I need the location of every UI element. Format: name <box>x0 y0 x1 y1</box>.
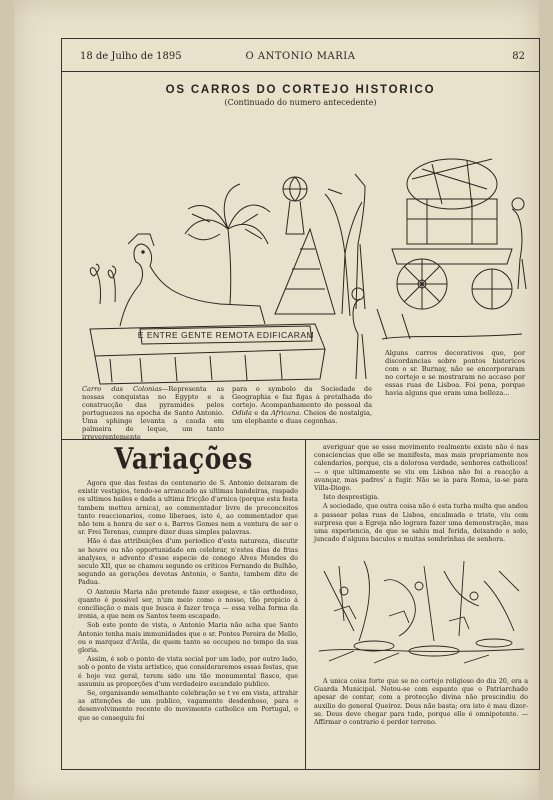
paragraph: A unica coisa forte que se no cortejo religioso do dia 20, era a Guarda Municipal. Notou-se com espanto que o Patriarchado apesar de contar, com a protecção divina não prescindiu do auxilio do general Queiroz. Deus não basta; ora isto é mau dizer-se. Deus deve chegar para tudo, porque elle é omnipotente. — Affirmar o contrario é perder terreno. <box>314 677 528 727</box>
decorative-cart-illustration <box>372 139 532 359</box>
issue-date: 18 de Julho de 1895 <box>80 51 182 62</box>
caption-colonies-cont <box>232 385 372 425</box>
paragraph: Isto desprestigia. <box>323 493 380 502</box>
page-number: 82 <box>512 51 525 62</box>
variacoes-right-column <box>314 443 528 544</box>
paragraph: Se, organisando semelhante celebração se t ve em vista, attrahir as attenções de um publico, vagamente desdenhoso, para o desenvolvimento recente do movimento catholico em Portugal, o que se conseguiu foi <box>78 689 298 722</box>
page-frame <box>61 38 540 770</box>
variacoes-left-column <box>78 479 298 723</box>
masthead: O ANTONIO MARIA <box>245 51 356 62</box>
variacoes-closing <box>314 677 528 727</box>
paragraph: O Antonio Maria não pretende fazer exegese, e tão orthodoxo, quanto é possivel ser, n'um meio como o nosso, tão propicio á conciliação o mais que busca é fazer troça — essa velha forma da ironia, a que nem os Santos teem escapado. <box>78 587 298 621</box>
caption-mid-d: Africana <box>271 409 300 417</box>
newspaper-page <box>14 0 539 800</box>
caption-colonies <box>82 385 224 441</box>
caption-mid-a: para o symbolo da Sociedade de Geographia e faz figas á pretalhada do cortejo. Acompanhamento do pessoal da <box>232 385 372 409</box>
paragraph: Sob este ponto de vista, o Antonio Maria não acha que Santo Antonio tenha mais immunidades que o sr. Pontes Pereira de Mello, ou o marquez d'Avila, de quem tanto se occupou no tempo da sua gloria. <box>78 621 298 655</box>
section-divider <box>62 439 539 440</box>
article-subtitle: (Continuado do numero antecedente) <box>224 98 377 107</box>
caption-mid-b: Odida <box>232 409 252 417</box>
paragraph: averiguar que se esse movimento realmente existe não é nas consciencias que elle se manifesta, mas mais propriamente nos calendarios, porque, cis a dolorosa verdade, senhores catholicos! — o que ultimamente se viu em Lisboa não foi a reacção a avançar, mas padres' a fugir. Não se ia para Roma, ia-se para Villa-Diogo. <box>314 443 528 493</box>
caption-mid-c: e da <box>251 409 272 417</box>
caption-cart: Alguns carros decorativos que, por discordancias sobre pontos historicos com o sr. Burnay, não se encorporaram no cortejo e se mostraram no accaso por essas ruas de Lisboa. Foi pena, porque havia alguns que eram uma belleza... <box>385 349 525 397</box>
paragraph: Agora que das festas do centenario de S. Antonio deixaram de existir vestigios, tendo-se arrancado as ultimas bandeiras, raspado os ultimos bailes e dada a ultima fricção d'arnica (porque esta festa tambem metteu arnica), ao commentador livre de preconceitos tanto reaccionarios, como liberaes, isto é, ao commentador que não tem a honra de ser o s. Barros Gomes nem a ventura de ser o sr. Frei Terenas, cumpre dizer duas simples palavras. <box>78 479 298 537</box>
article-title: OS CARROS DO CORTEJO HISTORICO <box>165 84 436 96</box>
float-banner-text: E ENTRE GENTE REMOTA EDIFICARAM <box>137 330 315 340</box>
caption-mid-e: . Cheios de nostalgia, um elephante e duas cegonhas. <box>232 409 373 425</box>
column-divider <box>305 440 306 769</box>
paragraph: Assim, é sob o ponto de vista social por um lado, por outro lado, sob o ponto de vista artistico, que consideraremos essas festas, que é hoje vez geral, terem sido um tão monumental fiasco, que assumiu as proporções d'um verdadeiro escandalo publico. <box>78 655 299 688</box>
paragraph: Hão é das attribuições d'um periodico d'esta natureza, discutir se houve ou não opportunidade em celebrar, n'estes dias de frias analyses, o advento d'esse especie de conego Alves Mendes do seculo XII, que se chamou segundo os criticos Fernando de Bulhão, segundo as gerações devotas Antonio, o Santo, tambem dito de Padua. <box>78 537 298 587</box>
caption-colonies-title: Carro das Colonias <box>82 385 162 393</box>
procession-illustration <box>314 551 528 669</box>
colonies-float-illustration <box>80 134 373 425</box>
caption-colonies-text: —Representa as nossas conquistas no Egypto e a construcção das pyramides pelos portuguezes na epocha de Santo Antonio. Uma sphinge levanta a cauda em palmeira de leque, um tanto irreverentemente <box>82 385 224 441</box>
variacoes-heading: Variações <box>114 441 253 476</box>
paragraph: A sociedade, que outra coisa não é esta turba multa que andou a passear pelas ruas de Lisboa, encalmada e triste, viu com surpresa que a Egreja não lograra fazer uma demonstração, mas uma experiencia, de que se sahiu mal ferida, deixando o solo, juncado d'alguns baculos e muitas sombrinhas de senhora. <box>314 502 528 544</box>
page-header <box>62 39 539 72</box>
